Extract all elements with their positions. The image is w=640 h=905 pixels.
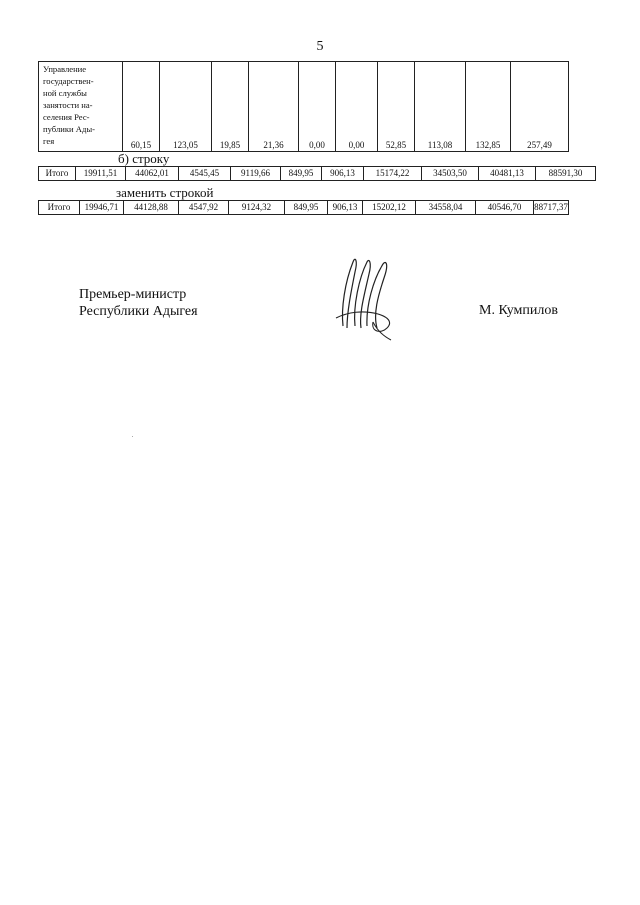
value-cell: 19911,51 [76, 167, 126, 181]
value-cell: 52,85 [378, 62, 415, 152]
value-cell: 15202,12 [363, 201, 416, 215]
value-cell: 849,95 [285, 201, 328, 215]
signatory-name: М. Кумпилов [479, 303, 558, 318]
value-cell: 40546,70 [476, 201, 534, 215]
table-row [39, 167, 596, 181]
org-line: гея [43, 136, 55, 146]
org-line: публики Ады- [43, 124, 95, 134]
value-cell: 15174,22 [364, 167, 422, 181]
org-line: Управление [43, 64, 87, 74]
value-cell: 123,05 [160, 62, 212, 152]
value-cell: 4547,92 [179, 201, 229, 215]
new-total-row-table [38, 200, 569, 215]
value-cell: 9119,66 [231, 167, 281, 181]
value-cell: 0,00 [299, 62, 336, 152]
signatory-title-line: Республики Адыгея [79, 304, 198, 319]
value-cell: 44062,01 [126, 167, 179, 181]
value-cell: 113,08 [415, 62, 466, 152]
signatory-title [79, 286, 198, 320]
caption-replace: заменить строкой [116, 185, 214, 200]
page-number: 5 [316, 39, 324, 54]
value-cell: 60,15 [123, 62, 160, 152]
value-cell: 19946,71 [80, 201, 124, 215]
org-line: селения Рес- [43, 112, 90, 122]
org-line: государствен- [43, 76, 94, 86]
value-cell: 88717,37 [534, 201, 569, 215]
old-total-row-table [38, 166, 596, 181]
value-cell: 132,85 [466, 62, 511, 152]
value-cell: 21,36 [249, 62, 299, 152]
caption-b: б) строку [118, 151, 170, 166]
main-table [38, 61, 569, 152]
value-cell: 906,13 [322, 167, 364, 181]
scan-speck [132, 436, 133, 437]
org-name-cell [39, 62, 123, 152]
value-cell: 34503,50 [422, 167, 479, 181]
value-cell: 4545,45 [179, 167, 231, 181]
value-cell: 9124,32 [229, 201, 285, 215]
value-cell: 19,85 [212, 62, 249, 152]
table-row [39, 201, 569, 215]
signatory-title-line: Премьер-министр [79, 287, 187, 302]
value-cell: 0,00 [336, 62, 378, 152]
org-line: занятости на- [43, 100, 93, 110]
value-cell: 40481,13 [479, 167, 536, 181]
value-cell: 849,95 [281, 167, 322, 181]
row-label: Итого [39, 167, 76, 181]
value-cell: 44128,88 [124, 201, 179, 215]
value-cell: 906,13 [328, 201, 363, 215]
handwritten-signature [333, 256, 403, 341]
table-row [39, 62, 569, 152]
value-cell: 257,49 [511, 62, 569, 152]
value-cell: 88591,30 [536, 167, 596, 181]
value-cell: 34558,04 [416, 201, 476, 215]
row-label: Итого [39, 201, 80, 215]
org-line: ной службы [43, 88, 87, 98]
